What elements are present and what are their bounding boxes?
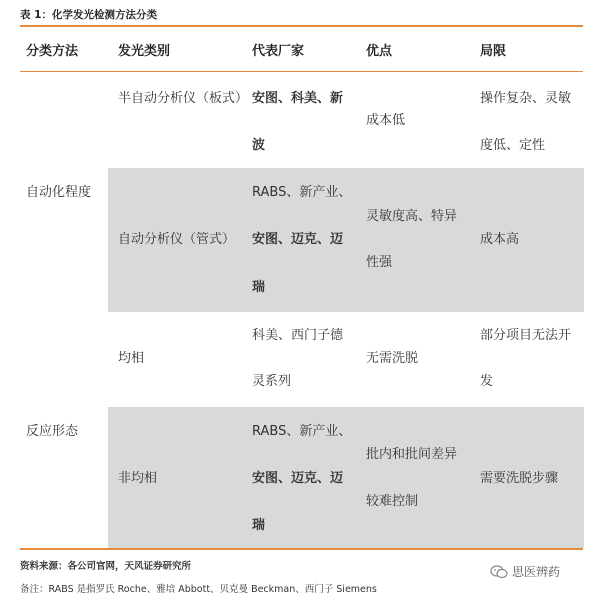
row4-pros-l2: 较难控制 <box>366 494 419 509</box>
row2-pros-l1: 灵敏度高、特异 <box>366 209 458 224</box>
row3-category: 均相 <box>118 351 145 366</box>
row1-vendor-l2: 波 <box>252 138 266 153</box>
row1-cons-l2: 度低、定性 <box>480 138 546 153</box>
row1-cons-l1: 操作复杂、灵敏 <box>480 91 572 106</box>
group-label-reaction: 反应形态 <box>26 424 79 439</box>
row1-vendor-l1: 安图、科美、新 <box>252 91 344 106</box>
row2-category: 自动分析仪（管式） <box>118 232 236 247</box>
row2-vendor-l3: 瑞 <box>252 280 266 295</box>
row3-pros: 无需洗脱 <box>366 351 419 366</box>
top-rule <box>20 25 583 27</box>
row4-cons: 需要洗脱步骤 <box>480 471 559 486</box>
row1-pros: 成本低 <box>366 113 406 128</box>
row2-vendor-l2: 安图、迈克、迈 <box>252 232 344 247</box>
source-note: 资料来源：各公司官网，天风证券研究所 <box>20 561 192 572</box>
header-rule <box>20 71 583 72</box>
group-label-automation: 自动化程度 <box>26 185 92 200</box>
row3-cons-l1: 部分项目无法开 <box>480 328 572 343</box>
header-vendor: 代表厂家 <box>252 44 305 59</box>
row4-vendor-l3: 瑞 <box>252 518 266 533</box>
watermark <box>490 563 560 580</box>
header-classification: 分类方法 <box>26 44 79 59</box>
row2-pros-l2: 性强 <box>366 255 393 270</box>
row4-vendor-l1: RABS、新产业、 <box>252 424 352 439</box>
row3-vendor-l1: 科美、西门子德 <box>252 328 344 343</box>
row3-cons-l2: 发 <box>480 374 494 389</box>
table-caption: 表 1：化学发光检测方法分类 <box>20 9 157 21</box>
header-category: 发光类别 <box>118 44 171 59</box>
row2-vendor-l1: RABS、新产业、 <box>252 185 352 200</box>
watermark-text: 思医辨药 <box>512 565 561 579</box>
row4-pros-l1: 批内和批间差异 <box>366 447 458 462</box>
remark-note: 备注：RABS 是指罗氏 Roche、雅培 Abbott、贝克曼 Beckman、西门子 Siemens <box>20 584 377 595</box>
row4-category: 非均相 <box>118 471 158 486</box>
row4-vendor-l2: 安图、迈克、迈 <box>252 471 344 486</box>
header-cons: 局限 <box>480 44 507 59</box>
header-pros: 优点 <box>366 44 393 59</box>
bottom-rule <box>20 548 583 550</box>
wechat-icon <box>490 565 508 579</box>
row2-cons: 成本高 <box>480 232 520 247</box>
row3-vendor-l2: 灵系列 <box>252 374 292 389</box>
row1-category: 半自动分析仪（板式） <box>118 91 249 106</box>
